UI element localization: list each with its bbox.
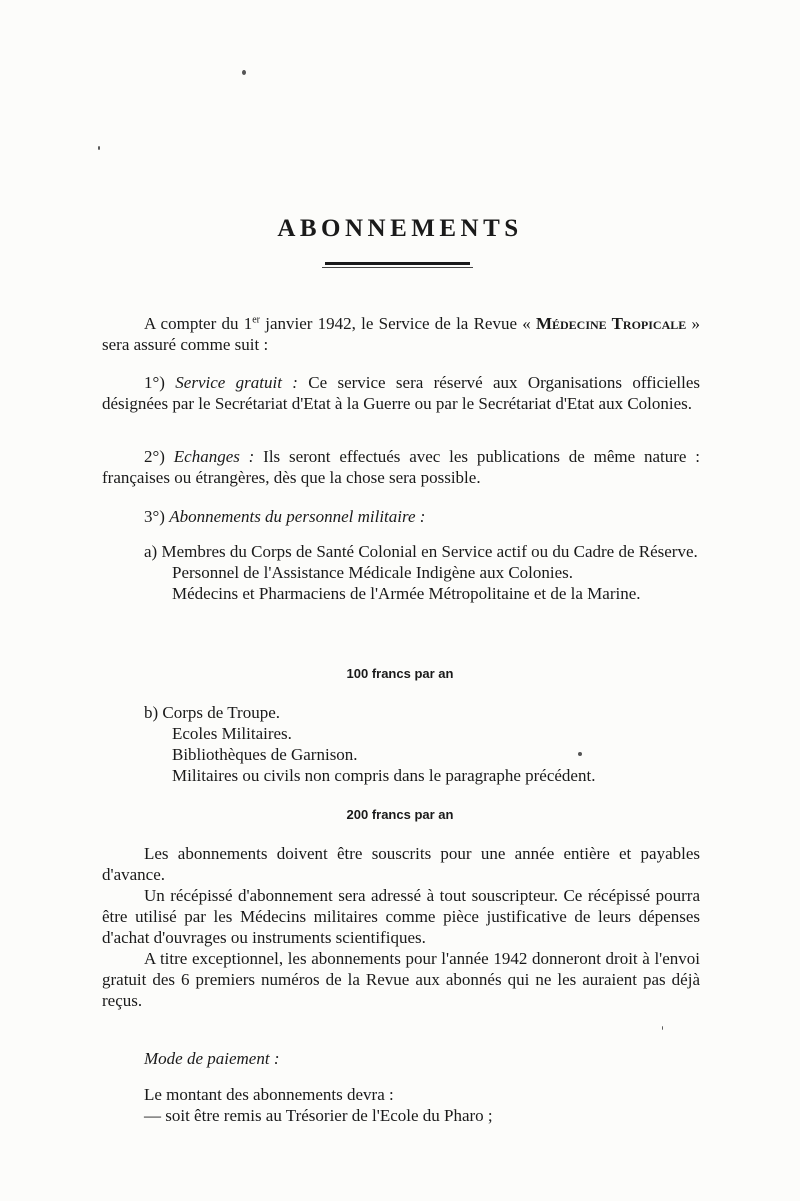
item3-heading: Abonnements du personnel militaire :: [169, 507, 426, 526]
group-a-first: a) Membres du Corps de Santé Colonial en Service actif ou du Cadre de Réserve.: [144, 542, 698, 561]
group-a-line: Médecins et Pharmaciens de l'Armée Métropolitaine et de la Marine.: [172, 584, 641, 603]
price-group-a: 100 francs par an: [346, 666, 454, 681]
payment-section: [102, 1048, 700, 1126]
page-title: ABONNEMENTS: [277, 215, 523, 242]
payment-heading: Mode de paiement :: [144, 1049, 280, 1068]
item1-number: 1°): [144, 373, 176, 392]
item-abonnements-militaires: [102, 506, 700, 527]
item-service-gratuit: [102, 372, 700, 414]
group-a-line: Personnel de l'Assistance Médicale Indigène aux Colonies.: [172, 563, 574, 582]
item2-number: 2°): [144, 447, 174, 466]
item-echanges: [102, 446, 700, 488]
payment-line: Le montant des abonnements devra :: [144, 1085, 394, 1104]
item1-text: Ce service sera réservé aux Organisations officielles désignées par le Secrétariat d'Etat à la Guerre ou par le Secrétariat d'Etat aux Colonies.: [102, 373, 700, 413]
group-b-list: [102, 702, 700, 786]
group-b-line: Ecoles Militaires.: [172, 724, 292, 743]
item2-heading: Echanges :: [173, 447, 255, 466]
item3-number: 3°): [144, 507, 170, 526]
payment-line: — soit être remis au Trésorier de l'Ecole du Pharo ;: [144, 1106, 493, 1125]
intro-superscript: er: [252, 314, 260, 326]
conditions-paragraph: Les abonnements doivent être souscrits pour une année entière et payables d'avance.: [102, 844, 700, 884]
group-b-first: b) Corps de Troupe.: [144, 703, 281, 722]
intro-text-start: A compter du 1: [144, 314, 253, 333]
group-a-list: [102, 541, 700, 604]
item1-heading: Service gratuit :: [175, 373, 298, 392]
conditions-paragraph: Un récépissé d'abonnement sera adressé à tout souscripteur. Ce récépissé pourra être utilisé par les Médecins militaires comme pièce justificative de leurs dépenses d'achat d'ouvrages ou instruments scientifiques.: [102, 886, 700, 947]
price-group-b: 200 francs par an: [346, 807, 454, 822]
conditions-section: [102, 843, 700, 1011]
group-b-line: Bibliothèques de Garnison.: [172, 745, 358, 764]
intro-paragraph: [102, 313, 700, 355]
scan-speck: [242, 70, 246, 75]
item2-text: Ils seront effectués avec les publications de même nature : françaises ou étrangères, dès que la chose sera possible.: [102, 447, 700, 487]
scan-speck: [98, 146, 100, 150]
intro-text-end: » sera assuré comme suit :: [102, 314, 701, 354]
intro-text-middle: janvier 1942, le Service de la Revue «: [260, 314, 536, 333]
group-b-line: Militaires ou civils non compris dans le paragraphe précédent.: [172, 766, 596, 785]
conditions-paragraph: A titre exceptionnel, les abonnements pour l'année 1942 donneront droit à l'envoi gratuit des 6 premiers numéros de la Revue aux abonnés qui ne les auraient pas déjà reçus.: [102, 949, 700, 1010]
title-underline-thin: [322, 267, 473, 268]
scan-speck: [662, 1026, 663, 1030]
journal-name: Médecine Tropicale: [535, 314, 687, 333]
title-underline: [325, 262, 470, 265]
